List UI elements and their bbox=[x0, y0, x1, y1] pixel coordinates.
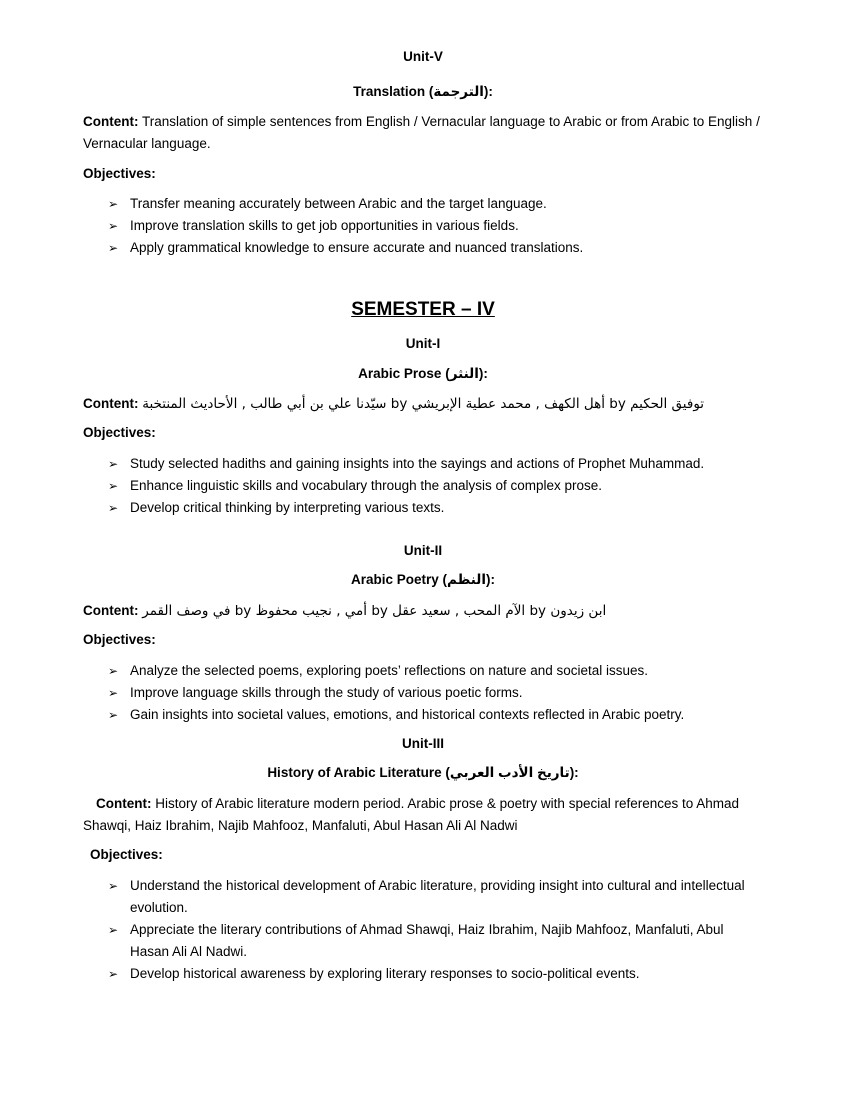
arrow-bullet-icon: ➢ bbox=[108, 219, 119, 233]
arrow-bullet-icon: ➢ bbox=[108, 879, 119, 893]
unit-v-content bbox=[83, 111, 763, 155]
unit-iii-title: Unit-III bbox=[402, 736, 444, 751]
unit-ii-content-label: Content: bbox=[83, 603, 139, 618]
unit-i-content-text: توفيق الحكيم by أهل الكهف , محمد عطية الإبريشي by سيّدنا علي بن أبي طالب , الأحاديث المنتخبة bbox=[142, 396, 705, 412]
unit-iii-heading: History of Arabic Literature (تاريخ الأدب العربي): bbox=[267, 765, 579, 780]
list-item: ➢ Enhance linguistic skills and vocabulary through the analysis of complex prose. bbox=[83, 475, 763, 497]
list-item: ➢ Transfer meaning accurately between Arabic and the target language. bbox=[83, 193, 763, 215]
unit-v-heading: Translation (الترجمة): bbox=[353, 84, 493, 99]
list-item: ➢ Understand the historical development of Arabic literature, providing insight into cultural and intellectual evolution. bbox=[83, 875, 763, 919]
arrow-bullet-icon: ➢ bbox=[108, 664, 119, 678]
unit-v-content-text: Translation of simple sentences from English / Vernacular language to Arabic or from Arabic to English / Vernacular language. bbox=[83, 114, 760, 151]
unit-i-objectives-list bbox=[83, 453, 763, 519]
unit-iii-content bbox=[83, 793, 763, 837]
unit-ii-objectives-list bbox=[83, 660, 763, 726]
arrow-bullet-icon: ➢ bbox=[108, 457, 119, 471]
list-item: ➢ Appreciate the literary contributions of Ahmad Shawqi, Haiz Ibrahim, Najib Mahfooz, Manfaluti, Abul Hasan Ali Al Nadwi. bbox=[83, 919, 763, 963]
unit-v-title: Unit-V bbox=[403, 49, 443, 64]
list-item: ➢ Develop critical thinking by interpreting various texts. bbox=[83, 497, 763, 519]
arrow-bullet-icon: ➢ bbox=[108, 241, 119, 255]
unit-ii-content bbox=[83, 600, 763, 622]
list-item: ➢ Study selected hadiths and gaining insights into the sayings and actions of Prophet Muhammad. bbox=[83, 453, 763, 475]
unit-ii-objectives-label: Objectives: bbox=[83, 632, 156, 647]
semester-title: SEMESTER – IV bbox=[351, 299, 495, 320]
list-item: ➢ Improve translation skills to get job opportunities in various fields. bbox=[83, 215, 763, 237]
unit-ii-heading: Arabic Poetry (النظم): bbox=[351, 572, 495, 587]
arrow-bullet-icon: ➢ bbox=[108, 967, 119, 981]
unit-iii-objectives-list bbox=[83, 875, 763, 985]
list-item: ➢ Develop historical awareness by exploring literary responses to socio-political events. bbox=[83, 963, 763, 985]
unit-i-title: Unit-I bbox=[405, 336, 441, 351]
unit-i-content bbox=[83, 393, 763, 415]
arrow-bullet-icon: ➢ bbox=[108, 501, 119, 515]
unit-v-content-label: Content: bbox=[83, 114, 139, 129]
unit-i-heading: Arabic Prose (النثر): bbox=[358, 366, 488, 381]
unit-i-content-label: Content: bbox=[83, 396, 139, 411]
arrow-bullet-icon: ➢ bbox=[108, 923, 119, 937]
unit-iii-content-text: History of Arabic literature modern period. Arabic prose & poetry with special references to Ahmad Shawqi, Haiz Ibrahim, Najib Mahfooz, Manfaluti, Abul Hasan Ali Al Nadwi bbox=[83, 796, 740, 833]
unit-ii-content-text: ابن زيدون by الآم المحب , سعيد عقل by أمي , نجيب محفوظ by في وصف القمر bbox=[142, 603, 607, 619]
unit-ii-title: Unit-II bbox=[403, 543, 443, 558]
unit-iii-content-label: Content: bbox=[96, 796, 152, 811]
arrow-bullet-icon: ➢ bbox=[108, 197, 119, 211]
unit-i-objectives-label: Objectives: bbox=[83, 425, 156, 440]
list-item: ➢ Gain insights into societal values, emotions, and historical contexts reflected in Arabic poetry. bbox=[83, 704, 763, 726]
list-item: ➢ Improve language skills through the study of various poetic forms. bbox=[83, 682, 763, 704]
unit-v-objectives-label: Objectives: bbox=[83, 166, 156, 181]
arrow-bullet-icon: ➢ bbox=[108, 708, 119, 722]
unit-v-objectives-list bbox=[83, 193, 763, 259]
list-item: ➢ Apply grammatical knowledge to ensure accurate and nuanced translations. bbox=[83, 237, 763, 259]
list-item: ➢ Analyze the selected poems, exploring poets’ reflections on nature and societal issues. bbox=[83, 660, 763, 682]
arrow-bullet-icon: ➢ bbox=[108, 686, 119, 700]
arrow-bullet-icon: ➢ bbox=[108, 479, 119, 493]
unit-iii-objectives-label: Objectives: bbox=[90, 847, 163, 862]
